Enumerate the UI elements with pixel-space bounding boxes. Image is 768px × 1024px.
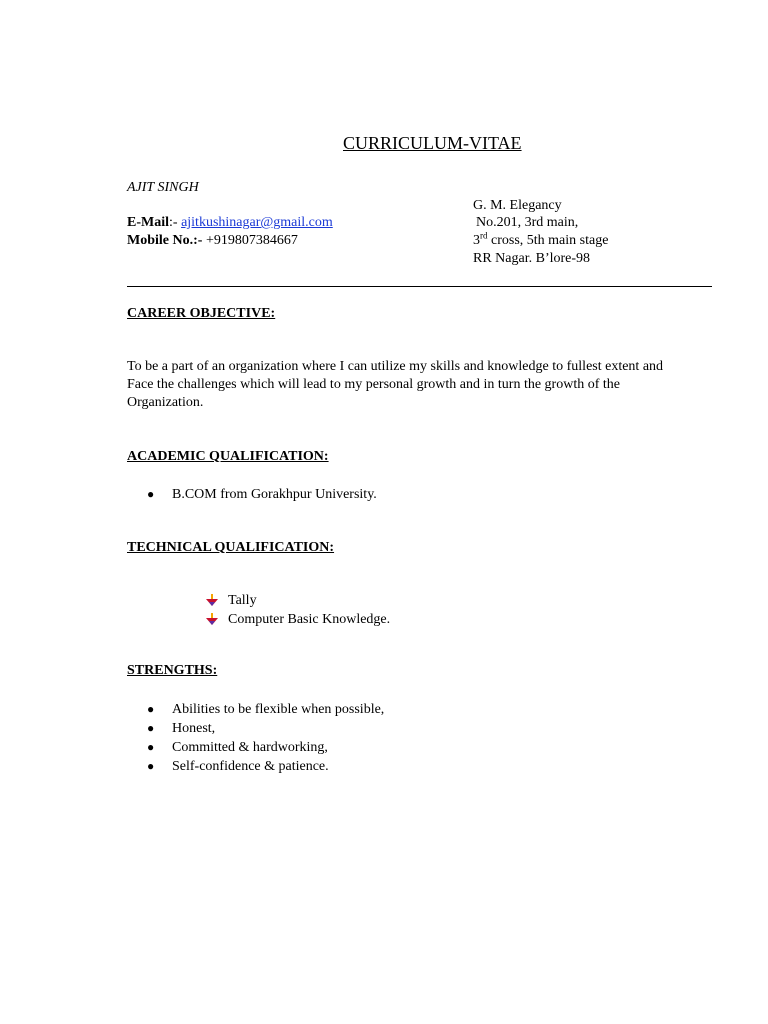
email-row xyxy=(127,214,333,232)
strengths-list xyxy=(127,700,384,776)
technical-list xyxy=(206,591,390,629)
address-line-3-number: 3 xyxy=(473,233,480,248)
strengths-heading: STRENGTHS: xyxy=(127,663,218,678)
address-line-2: No.201, 3rd main, xyxy=(476,215,579,230)
mobile-label: Mobile No.:- xyxy=(127,233,203,248)
bullet-icon: ● xyxy=(147,487,155,501)
list-item: ● B.COM from Gorakhpur University. xyxy=(147,487,377,502)
address-line-3-sup: rd xyxy=(480,230,488,241)
candidate-name: AJIT SINGH xyxy=(127,180,199,195)
technical-heading: TECHNICAL QUALIFICATION: xyxy=(127,540,335,555)
address-line-3-rest: cross, 5th main stage xyxy=(487,233,609,248)
email-label: E-Mail xyxy=(127,215,169,230)
mobile-row xyxy=(127,232,298,250)
bullet-icon: ● xyxy=(147,721,155,735)
address-line-4: RR Nagar. B’lore-98 xyxy=(473,251,591,266)
email-link[interactable]: ajitkushinagar@gmail.com xyxy=(181,215,333,230)
address-line-3 xyxy=(473,232,608,250)
bullet-icon: ● xyxy=(147,740,155,754)
career-line-3: Organization. xyxy=(127,395,204,410)
list-item: Computer Basic Knowledge. xyxy=(206,610,390,629)
academic-heading: ACADEMIC QUALIFICATION: xyxy=(127,449,329,464)
list-item: ● Self-confidence & patience. xyxy=(147,759,329,774)
list-item: ● Committed & hardworking, xyxy=(147,740,328,755)
page-title: CURRICULUM-VITAE xyxy=(343,133,522,153)
career-line-2: Face the challenges which will lead to my personal growth and in turn the growth of the xyxy=(127,377,620,392)
arrow-down-icon xyxy=(206,613,218,626)
career-line-1: To be a part of an organization where I can utilize my skills and knowledge to fullest extent and xyxy=(127,359,664,374)
list-item: ● Honest, xyxy=(147,721,216,736)
address-line-1: G. M. Elegancy xyxy=(473,198,562,213)
career-paragraph xyxy=(127,358,717,412)
header-divider xyxy=(127,286,712,287)
academic-list xyxy=(127,485,377,504)
list-item: Tally xyxy=(206,591,390,610)
list-item: ● Abilities to be flexible when possible, xyxy=(147,702,385,717)
mobile-value: +919807384667 xyxy=(202,233,298,248)
arrow-down-icon xyxy=(206,594,218,607)
career-heading: CAREER OBJECTIVE: xyxy=(127,306,276,321)
bullet-icon: ● xyxy=(147,702,155,716)
email-separator: :- xyxy=(169,215,182,230)
bullet-icon: ● xyxy=(147,759,155,773)
